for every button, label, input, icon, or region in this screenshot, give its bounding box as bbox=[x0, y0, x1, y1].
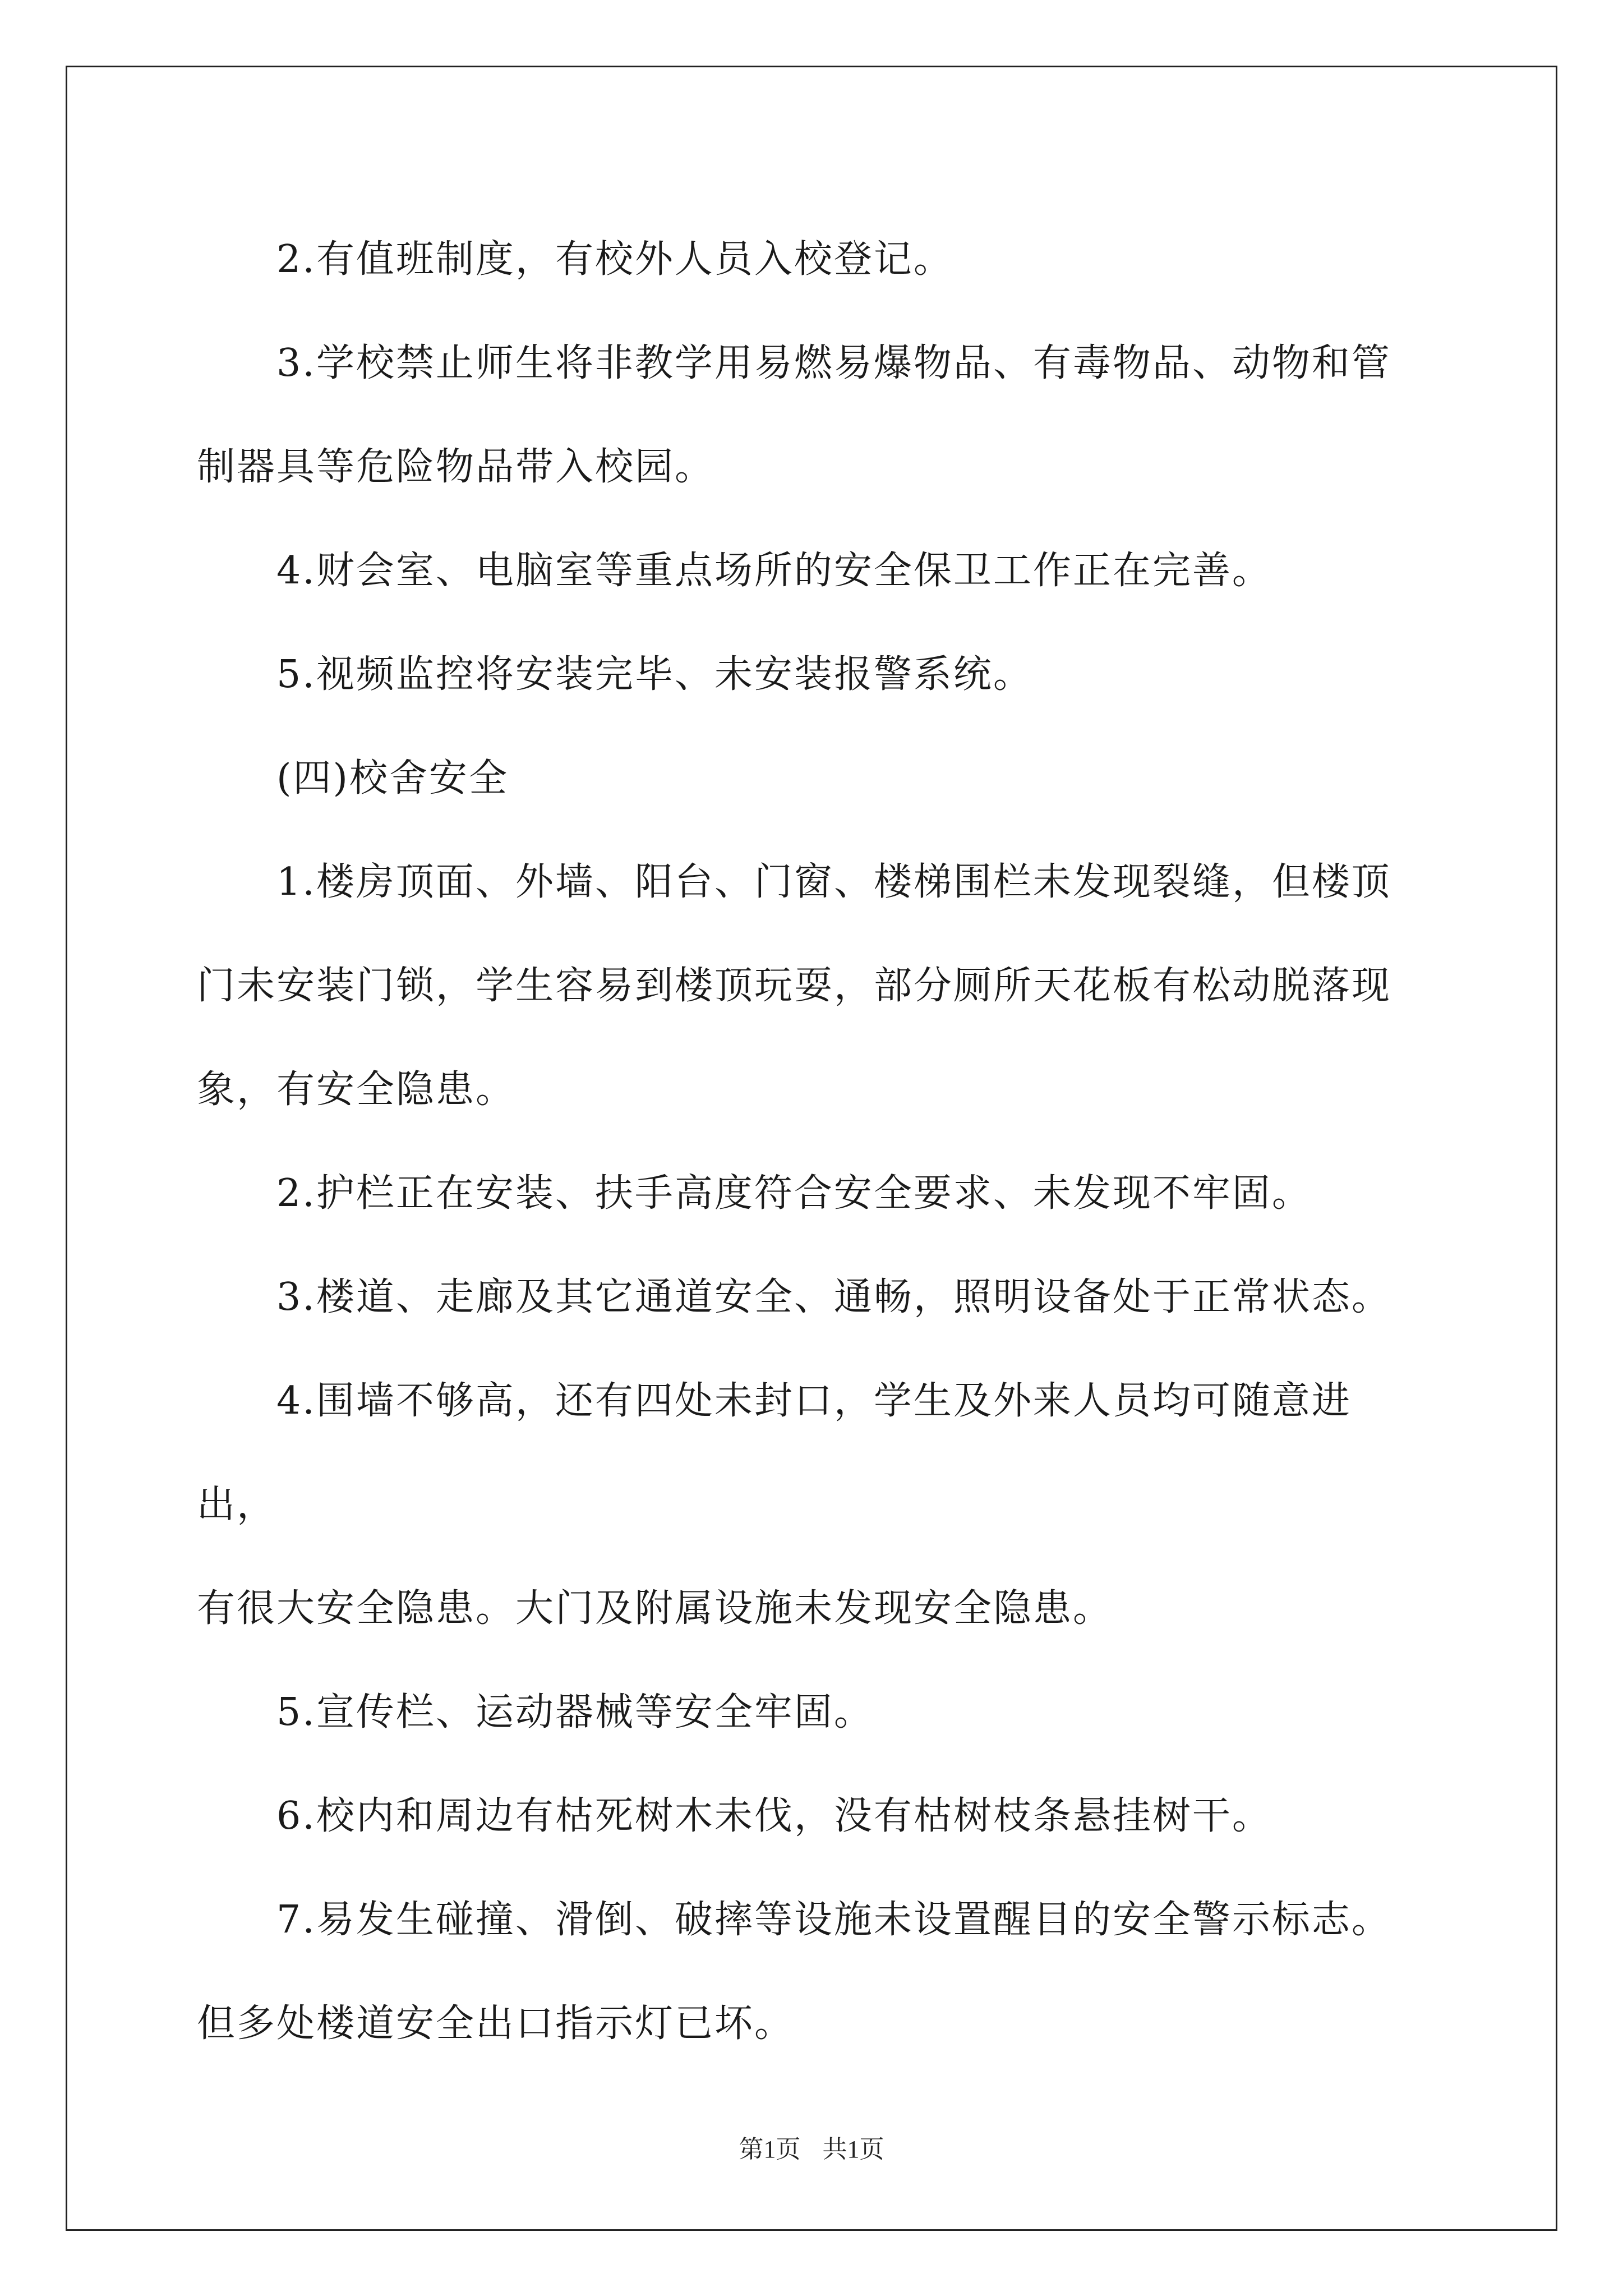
text-line: 4.财会室、电脑室等重点场所的安全保卫工作正在完善。 bbox=[276, 549, 1272, 593]
text-line: 6.校内和周边有枯死树木未伐，没有枯树枝条悬挂树干。 bbox=[276, 1794, 1272, 1838]
paragraph-corridors bbox=[197, 1245, 1431, 1349]
paragraph-warning-signs bbox=[197, 1868, 1431, 2076]
text-line: 2.护栏正在安装、扶手高度符合安全要求、未发现不牢固。 bbox=[276, 1171, 1312, 1216]
text-line: 5.视频监控将安装完毕、未安装报警系统。 bbox=[276, 652, 1033, 697]
section-heading-school-building bbox=[197, 726, 1431, 830]
text-line: 3.学校禁止师生将非教学用易燃易爆物品、有毒物品、动物和管 bbox=[276, 341, 1391, 385]
text-line: 2.有值班制度，有校外人员入校登记。 bbox=[276, 237, 953, 282]
text-line: (四)校舍安全 bbox=[276, 756, 509, 800]
text-line: 4.围墙不够高，还有四处未封口，学生及外来人员均可随意进出， bbox=[197, 1379, 1352, 1527]
page-footer bbox=[0, 2129, 1623, 2165]
paragraph-building-roof bbox=[197, 830, 1431, 1142]
text-line: 门未安装门锁，学生容易到楼顶玩耍，部分厕所天花板有松动脱落现 bbox=[197, 964, 1392, 1008]
paragraph-duty-system bbox=[197, 208, 1431, 311]
text-line: 象，有安全隐患。 bbox=[197, 1068, 516, 1112]
text-line: 制器具等危险物品带入校园。 bbox=[197, 445, 715, 489]
page-total: 共1页 bbox=[822, 2136, 884, 2163]
text-line: 1.楼房顶面、外墙、阳台、门窗、楼梯围栏未发现裂缝，但楼顶 bbox=[276, 860, 1391, 904]
text-line: 5.宣传栏、运动器械等安全牢固。 bbox=[276, 1690, 874, 1734]
text-line: 7.易发生碰撞、滑倒、破摔等设施未设置醒目的安全警示标志。 bbox=[276, 1898, 1391, 1942]
document-body bbox=[197, 208, 1431, 2076]
text-line: 但多处楼道安全出口指示灯已坏。 bbox=[197, 2001, 795, 2046]
paragraph-walls bbox=[197, 1349, 1431, 1660]
paragraph-video-monitoring bbox=[197, 623, 1431, 726]
paragraph-dead-trees bbox=[197, 1764, 1431, 1868]
page-number: 第1页 bbox=[739, 2136, 801, 2163]
paragraph-dangerous-items bbox=[197, 311, 1431, 519]
paragraph-railings bbox=[197, 1142, 1431, 1245]
paragraph-bulletin-boards bbox=[197, 1660, 1431, 1764]
text-line: 有很大安全隐患。大门及附属设施未发现安全隐患。 bbox=[197, 1586, 1113, 1631]
paragraph-key-rooms bbox=[197, 519, 1431, 623]
text-line: 3.楼道、走廊及其它通道安全、通畅，照明设备处于正常状态。 bbox=[276, 1275, 1391, 1319]
